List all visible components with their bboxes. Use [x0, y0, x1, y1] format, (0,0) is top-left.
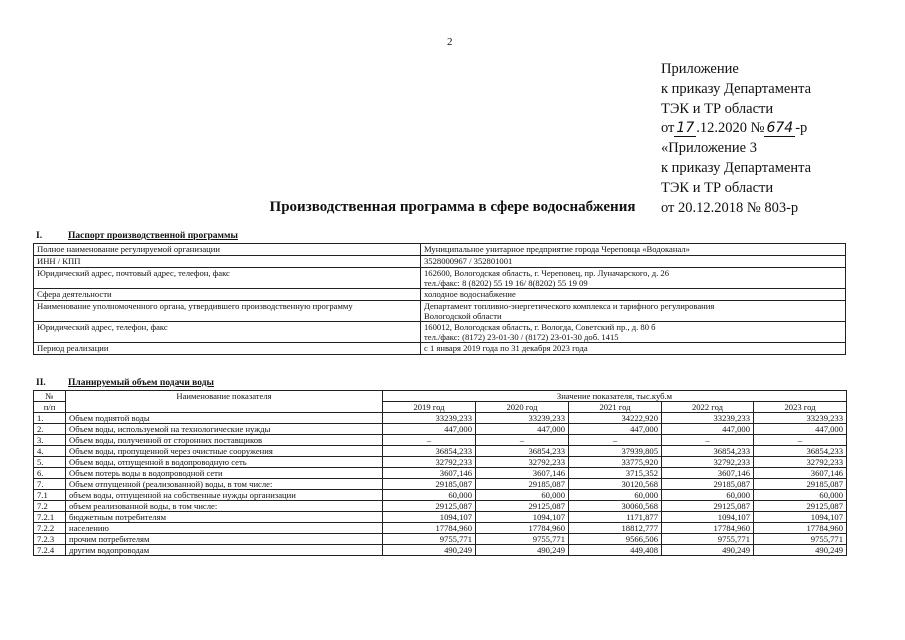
row-number: 5. — [34, 457, 66, 468]
passport-row — [34, 256, 846, 268]
row-value: 32792,233 — [476, 457, 569, 468]
row-value: 17784,960 — [476, 523, 569, 534]
row-name: Объем воды, пропущенной через очистные сооружения — [66, 446, 383, 457]
row-value: 17784,960 — [383, 523, 476, 534]
row-value: 29185,087 — [476, 479, 569, 490]
row-value: 36854,233 — [383, 446, 476, 457]
row-value: 32792,233 — [383, 457, 476, 468]
row-value: 1094,107 — [662, 512, 754, 523]
passport-label: Юридический адрес, почтовый адрес, телефон, факс — [34, 268, 421, 289]
row-number: 7.2.3 — [34, 534, 66, 545]
row-value: 1094,107 — [754, 512, 847, 523]
row-name: Объем отпущенной (реализованной) воды, в том числе: — [66, 479, 383, 490]
row-value: 447,000 — [569, 424, 662, 435]
row-value: 490,249 — [662, 545, 754, 556]
passport-value — [421, 289, 846, 301]
row-value: – — [662, 435, 754, 446]
row-value: 60,000 — [383, 490, 476, 501]
row-value: 1171,877 — [569, 512, 662, 523]
row-value: – — [383, 435, 476, 446]
row-value: 29125,087 — [383, 501, 476, 512]
appendix-line: к приказу Департамента — [661, 159, 812, 176]
row-name: Объем воды, полученной от сторонних поставщиков — [66, 435, 383, 446]
table-row — [34, 457, 847, 468]
passport-value-line: холодное водоснабжение — [424, 289, 516, 299]
appendix-line: к приказу Департамента — [661, 80, 812, 97]
table-row — [34, 512, 847, 523]
page-number: 2 — [447, 36, 453, 48]
row-value: 9755,771 — [754, 534, 847, 545]
row-value: 36854,233 — [476, 446, 569, 457]
appendix-line: Приложение — [661, 61, 739, 77]
row-number: 2. — [34, 424, 66, 435]
row-value: 30060,568 — [569, 501, 662, 512]
passport-value-line: тел./факс: 8 (8202) 55 19 16/ 8(8202) 55 19 09 — [424, 278, 588, 288]
col-header-value: Значение показателя, тыс.куб.м — [383, 391, 847, 402]
row-value: 60,000 — [754, 490, 847, 501]
table-row — [34, 468, 847, 479]
passport-value — [421, 256, 846, 268]
table-row — [34, 545, 847, 556]
year-header: 2019 год — [383, 402, 476, 413]
row-value: 447,000 — [383, 424, 476, 435]
row-value: 449,408 — [569, 545, 662, 556]
row-value: 9755,771 — [662, 534, 754, 545]
appendix-line: ТЭК и ТР области — [661, 100, 774, 117]
passport-value-line: Департамент топливно-энергетического комплекса и тарифного регулирования — [424, 301, 715, 311]
row-value: 33239,233 — [383, 413, 476, 424]
row-value: 3607,146 — [476, 468, 569, 479]
row-number: 7.2.2 — [34, 523, 66, 534]
row-value: 9755,771 — [383, 534, 476, 545]
passport-row — [34, 289, 846, 301]
handwritten-order-number: 674 — [766, 120, 794, 137]
year-header: 2022 год — [662, 402, 754, 413]
row-value: 32792,233 — [754, 457, 847, 468]
row-value: 36854,233 — [754, 446, 847, 457]
appendix-suffix: -р — [795, 120, 808, 137]
section-title: Планируемый объем подачи воды — [68, 378, 214, 388]
row-number: 3. — [34, 435, 66, 446]
passport-label: Полное наименование регулируемой организации — [34, 244, 421, 256]
appendix-date: .12.2020 № — [696, 120, 765, 137]
row-value: 490,249 — [476, 545, 569, 556]
table-row — [34, 424, 847, 435]
col-header-number: № — [34, 391, 66, 402]
passport-value-line: Вологодской области — [424, 311, 502, 321]
appendix-block — [661, 60, 811, 218]
appendix-line: «Приложение 3 — [661, 140, 757, 157]
section-1-heading — [36, 231, 238, 241]
year-header: 2023 год — [754, 402, 847, 413]
row-number: 6. — [34, 468, 66, 479]
passport-label: Наименование уполномоченного органа, утвердившего производственную программу — [34, 301, 421, 322]
passport-value-line: тел./факс: (8172) 23-01-30 / (8172) 23-01-30 доб. 1415 — [424, 332, 619, 342]
row-value: 3607,146 — [662, 468, 754, 479]
passport-value-line: с 1 января 2019 года по 31 декабря 2023 года — [424, 343, 588, 353]
section-title: Паспорт производственной программы — [68, 231, 238, 241]
appendix-order-line — [661, 119, 811, 139]
row-value: 29185,087 — [662, 479, 754, 490]
row-value: 33239,233 — [476, 413, 569, 424]
passport-value-line: 162600, Вологодская область, г. Череповец, пр. Луначарского, д. 26 — [424, 268, 670, 278]
row-value: 33239,233 — [754, 413, 847, 424]
row-value: 30120,568 — [569, 479, 662, 490]
row-value: 60,000 — [569, 490, 662, 501]
passport-value — [421, 301, 846, 322]
passport-value — [421, 343, 846, 355]
passport-row — [34, 301, 846, 322]
row-name: прочим потребителям — [66, 534, 383, 545]
row-name: Объем потерь воды в водопроводной сети — [66, 468, 383, 479]
row-value: – — [476, 435, 569, 446]
row-name: Объем поднятой воды — [66, 413, 383, 424]
page-title: Производственная программа в сфере водоснабжения — [269, 199, 636, 215]
table-row — [34, 523, 847, 534]
table-row — [34, 501, 847, 512]
row-name: объем воды, отпущенной на собственные нужды организации — [66, 490, 383, 501]
row-value: 1094,107 — [476, 512, 569, 523]
table-row — [34, 446, 847, 457]
passport-row — [34, 343, 846, 355]
row-value: 29125,087 — [476, 501, 569, 512]
row-number: 7.2.4 — [34, 545, 66, 556]
row-value: 3607,146 — [383, 468, 476, 479]
row-name: другим водопроводам — [66, 545, 383, 556]
passport-label: Юридический адрес, телефон, факс — [34, 322, 421, 343]
row-name: объем реализованной воды, в том числе: — [66, 501, 383, 512]
year-header: 2021 год — [569, 402, 662, 413]
row-value: 447,000 — [662, 424, 754, 435]
passport-value — [421, 268, 846, 289]
row-value: 17784,960 — [754, 523, 847, 534]
passport-row — [34, 322, 846, 343]
row-value: 1094,107 — [383, 512, 476, 523]
water-volume-table — [33, 390, 847, 556]
row-name: населению — [66, 523, 383, 534]
passport-table — [33, 243, 846, 355]
row-number: 7. — [34, 479, 66, 490]
section-2-heading — [36, 378, 214, 388]
passport-label: Сфера деятельности — [34, 289, 421, 301]
row-value: 29125,087 — [754, 501, 847, 512]
col-header-name: Наименование показателя — [66, 391, 383, 413]
row-value: 490,249 — [754, 545, 847, 556]
passport-label: ИНН / КПП — [34, 256, 421, 268]
row-value: 447,000 — [754, 424, 847, 435]
row-name: бюджетным потребителям — [66, 512, 383, 523]
passport-value-line: Муниципальное унитарное предприятие города Череповца «Водоканал» — [424, 244, 690, 254]
row-value: 32792,233 — [662, 457, 754, 468]
row-value: 36854,233 — [662, 446, 754, 457]
passport-value-line: 3528000967 / 352801001 — [424, 256, 513, 266]
row-value: 9566,506 — [569, 534, 662, 545]
row-value: 33775,920 — [569, 457, 662, 468]
row-value: 37939,805 — [569, 446, 662, 457]
table-row — [34, 435, 847, 446]
year-header: 2020 год — [476, 402, 569, 413]
row-value: 17784,960 — [662, 523, 754, 534]
section-numeral: II. — [36, 378, 46, 388]
passport-row — [34, 268, 846, 289]
row-name: Объем воды, используемой на технологические нужды — [66, 424, 383, 435]
row-number: 7.1 — [34, 490, 66, 501]
row-value: 447,000 — [476, 424, 569, 435]
passport-value — [421, 322, 846, 343]
row-value: – — [754, 435, 847, 446]
row-value: – — [569, 435, 662, 446]
row-value: 60,000 — [662, 490, 754, 501]
passport-value — [421, 244, 846, 256]
handwritten-day: 17 — [676, 120, 695, 137]
row-value: 3715,352 — [569, 468, 662, 479]
row-value: 29125,087 — [662, 501, 754, 512]
table-row — [34, 490, 847, 501]
appendix-line: от 20.12.2018 № 803-р — [661, 199, 799, 216]
row-value: 9755,771 — [476, 534, 569, 545]
passport-value-line: 160012, Вологодская область, г. Вологда, Советский пр., д. 80 б — [424, 322, 656, 332]
row-name: Объем воды, отпущенной в водопроводную сеть — [66, 457, 383, 468]
appendix-prefix: от — [661, 120, 675, 137]
passport-label: Период реализации — [34, 343, 421, 355]
table-row — [34, 479, 847, 490]
col-header-number-sub: п/п — [34, 402, 66, 413]
row-number: 1. — [34, 413, 66, 424]
row-value: 18812,777 — [569, 523, 662, 534]
row-value: 60,000 — [476, 490, 569, 501]
row-value: 34222,920 — [569, 413, 662, 424]
row-value: 3607,146 — [754, 468, 847, 479]
row-number: 4. — [34, 446, 66, 457]
row-value: 29185,087 — [754, 479, 847, 490]
table-row — [34, 413, 847, 424]
row-number: 7.2 — [34, 501, 66, 512]
row-value: 29185,087 — [383, 479, 476, 490]
row-value: 490,249 — [383, 545, 476, 556]
row-number: 7.2.1 — [34, 512, 66, 523]
appendix-line: ТЭК и ТР области — [661, 179, 774, 196]
row-value: 33239,233 — [662, 413, 754, 424]
passport-row — [34, 244, 846, 256]
table-row — [34, 534, 847, 545]
section-numeral: I. — [36, 231, 43, 241]
